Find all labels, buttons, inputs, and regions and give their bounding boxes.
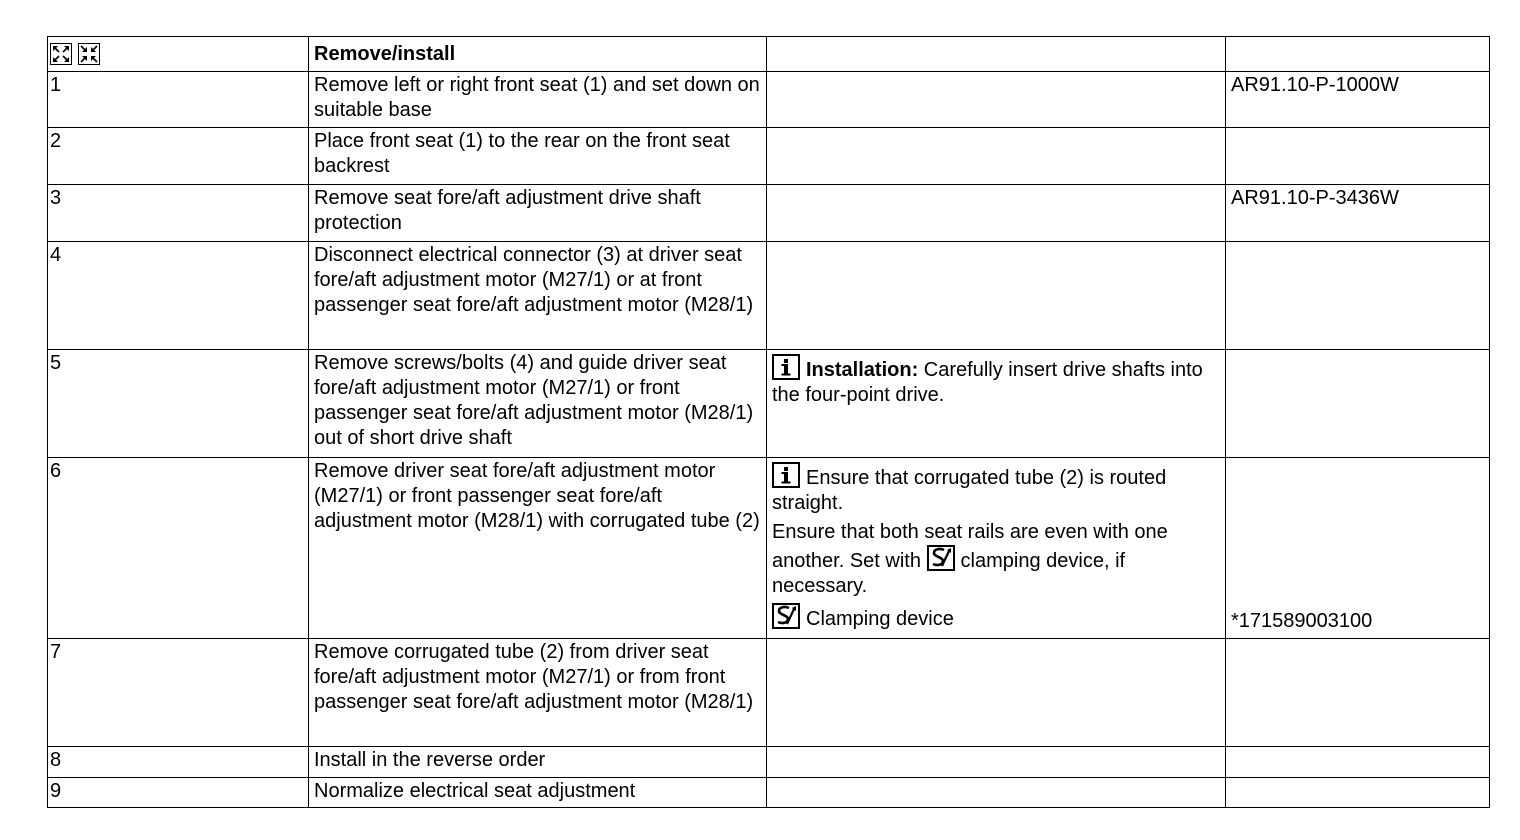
step-number: 7 xyxy=(48,639,309,747)
note-cell xyxy=(767,128,1226,185)
note-text: Ensure that corrugated tube (2) is routed straight. xyxy=(772,467,1167,514)
note-line xyxy=(772,520,1221,599)
step-text: Place front seat (1) to the rear on the front seat backrest xyxy=(309,128,767,185)
table-row xyxy=(48,185,1490,242)
reference-cell xyxy=(1226,778,1490,808)
reference-cell xyxy=(1226,747,1490,778)
collapse-all-icon[interactable] xyxy=(78,43,100,65)
note-cell xyxy=(767,778,1226,808)
step-number: 4 xyxy=(48,242,309,350)
note-text: clamping device, if necessary. xyxy=(772,550,1126,597)
note-cell xyxy=(767,747,1226,778)
step-text: Remove screws/bolts (4) and guide driver seat fore/aft adjustment motor (M27/1) or front passenger seat fore/aft adjustment motor (M28/1) out of short drive shaft xyxy=(309,350,767,458)
note-cell xyxy=(767,350,1226,458)
step-text: Remove corrugated tube (2) from driver seat fore/aft adjustment motor (M27/1) or from front passenger seat fore/aft adjustment motor (M28/1) xyxy=(309,639,767,747)
note-cell xyxy=(767,72,1226,128)
reference-cell xyxy=(1226,350,1490,458)
table-row xyxy=(48,350,1490,458)
special-tool-icon[interactable] xyxy=(927,545,955,571)
table-row xyxy=(48,128,1490,185)
table-row xyxy=(48,242,1490,350)
table-row xyxy=(48,639,1490,747)
tool-number-link[interactable]: *171589003100 xyxy=(1226,458,1490,639)
note-line xyxy=(772,462,1221,516)
reference-cell xyxy=(1226,639,1490,747)
step-text: Install in the reverse order xyxy=(309,747,767,778)
step-number: 3 xyxy=(48,185,309,242)
procedure-table xyxy=(47,36,1490,808)
step-number: 6 xyxy=(48,458,309,639)
expand-all-icon[interactable] xyxy=(50,43,72,65)
step-number: 1 xyxy=(48,72,309,128)
header-empty-cell xyxy=(1226,37,1490,72)
note-line xyxy=(772,603,1221,632)
reference-link[interactable]: AR91.10-P-3436W xyxy=(1226,185,1490,242)
step-number: 8 xyxy=(48,747,309,778)
note-cell xyxy=(767,458,1226,639)
table-row xyxy=(48,747,1490,778)
table-row xyxy=(48,458,1490,639)
table-row xyxy=(48,72,1490,128)
info-icon[interactable] xyxy=(772,462,800,488)
step-text: Remove seat fore/aft adjustment drive shaft protection xyxy=(309,185,767,242)
header-icons-cell xyxy=(48,37,309,72)
step-number: 9 xyxy=(48,778,309,808)
note-cell xyxy=(767,639,1226,747)
reference-cell xyxy=(1226,128,1490,185)
note-cell xyxy=(767,185,1226,242)
step-number: 5 xyxy=(48,350,309,458)
note-cell xyxy=(767,242,1226,350)
note-text: Ensure that both seat rails are even with one another. Set with xyxy=(772,521,1168,572)
step-number: 2 xyxy=(48,128,309,185)
step-text: Remove driver seat fore/aft adjustment motor (M27/1) or front passenger seat fore/aft adjustment motor (M28/1) with corrugated tube (2) xyxy=(309,458,767,639)
table-header-row xyxy=(48,37,1490,72)
step-text: Normalize electrical seat adjustment xyxy=(309,778,767,808)
reference-link[interactable]: AR91.10-P-1000W xyxy=(1226,72,1490,128)
tool-name: Clamping device xyxy=(806,608,954,630)
step-text: Disconnect electrical connector (3) at driver seat fore/aft adjustment motor (M27/1) or at front passenger seat fore/aft adjustment motor (M28/1) xyxy=(309,242,767,350)
reference-cell xyxy=(1226,242,1490,350)
info-icon[interactable] xyxy=(772,354,800,380)
table-row xyxy=(48,778,1490,808)
special-tool-icon[interactable] xyxy=(772,603,800,629)
step-text: Remove left or right front seat (1) and set down on suitable base xyxy=(309,72,767,128)
installation-label: Installation: xyxy=(806,359,919,381)
header-title: Remove/install xyxy=(309,37,767,72)
header-empty-cell xyxy=(767,37,1226,72)
installation-note-text: Carefully insert drive shafts into the four-point drive. xyxy=(772,359,1203,406)
